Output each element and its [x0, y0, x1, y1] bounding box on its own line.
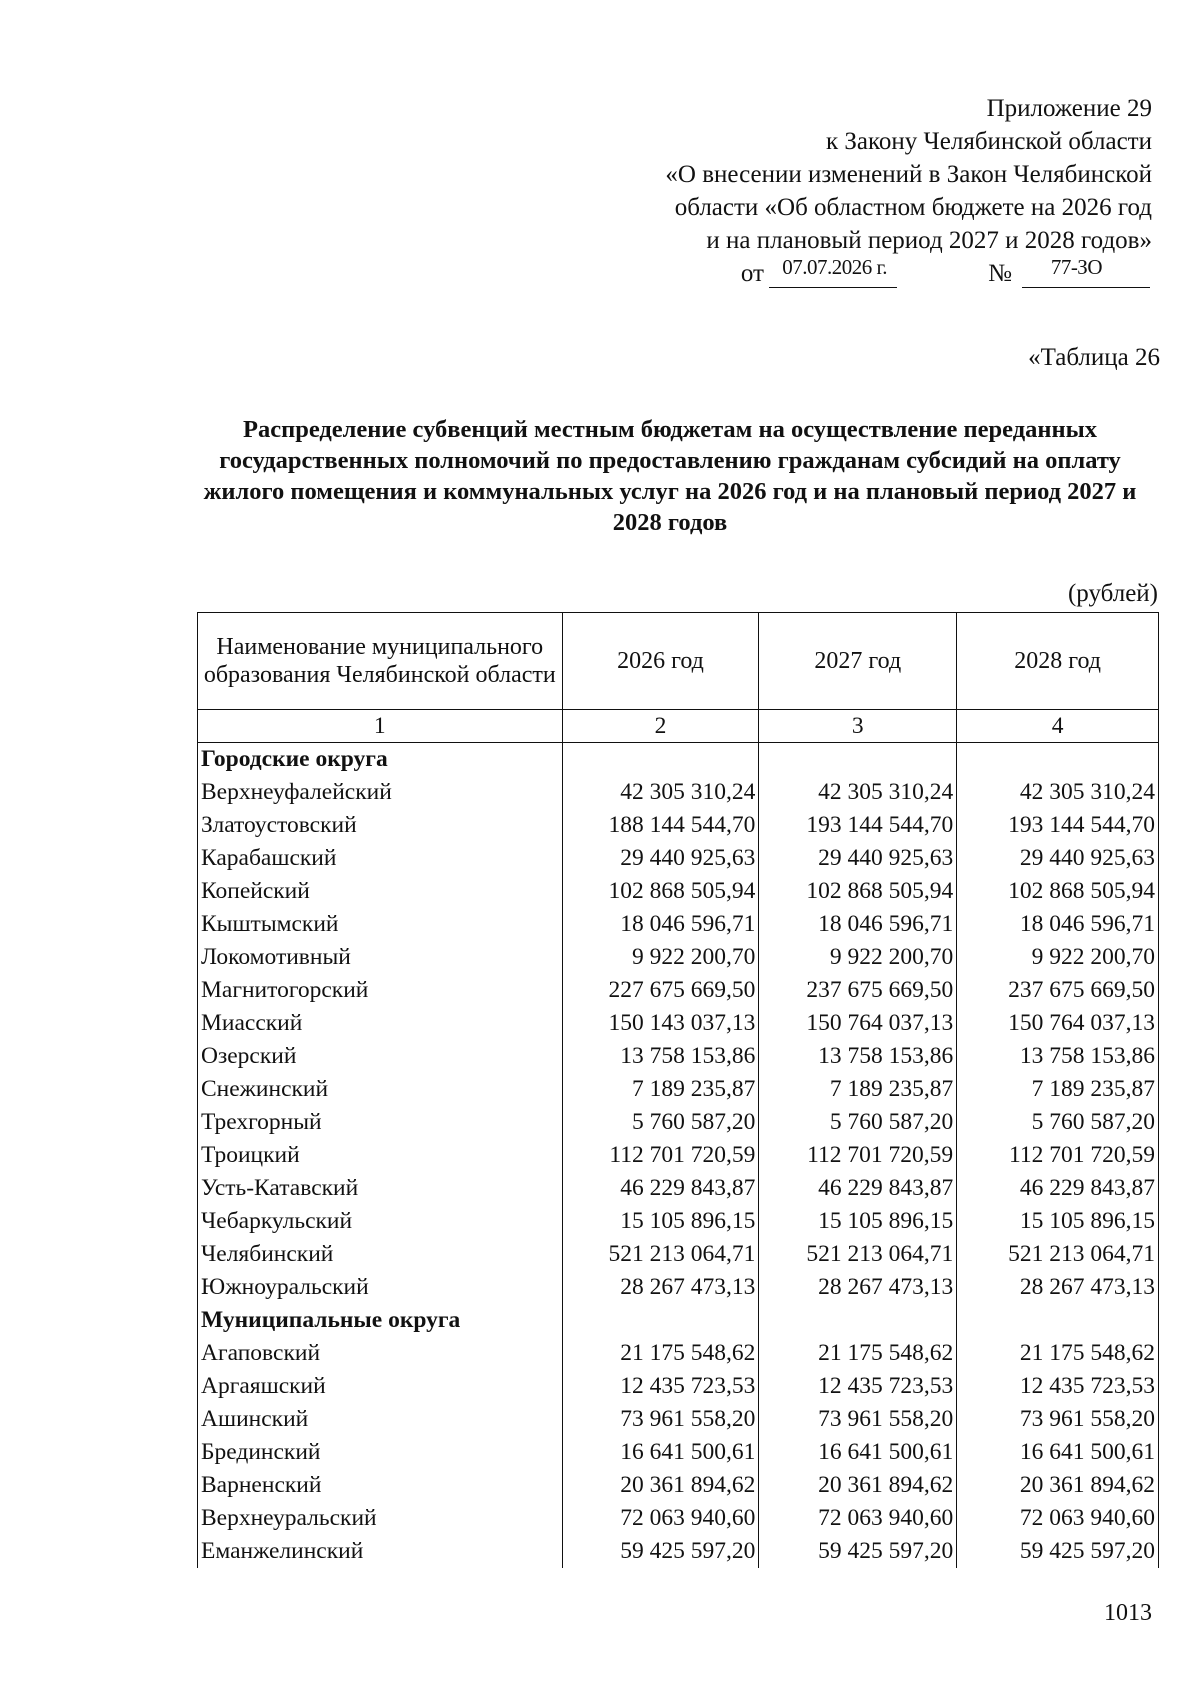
table-row — [198, 1469, 1159, 1502]
amount-2027: 193 144 544,70 — [759, 809, 957, 842]
amount-2026: 16 641 500,61 — [562, 1436, 759, 1469]
date-number-line — [592, 257, 1152, 297]
amount-2026: 13 758 153,86 — [562, 1040, 759, 1073]
header-2026: 2026 год — [562, 613, 759, 710]
section-row — [198, 743, 1159, 777]
col-number: 3 — [759, 710, 957, 743]
amount-2026: 521 213 064,71 — [562, 1238, 759, 1271]
table-row — [198, 1172, 1159, 1205]
amount-2028: 150 764 037,13 — [957, 1007, 1159, 1040]
amount-2026: 72 063 940,60 — [562, 1502, 759, 1535]
table-row — [198, 1040, 1159, 1073]
amount-2027: 521 213 064,71 — [759, 1238, 957, 1271]
table-row — [198, 1106, 1159, 1139]
amount-2026: 29 440 925,63 — [562, 842, 759, 875]
section-row — [198, 1304, 1159, 1337]
col-number: 1 — [198, 710, 563, 743]
amount-2028: 5 760 587,20 — [957, 1106, 1159, 1139]
amount-2026: 12 435 723,53 — [562, 1370, 759, 1403]
table-row — [198, 875, 1159, 908]
amount-2027: 237 675 669,50 — [759, 974, 957, 1007]
amount-2027: 9 922 200,70 — [759, 941, 957, 974]
table-row — [198, 809, 1159, 842]
municipality-name: Ашинский — [198, 1403, 563, 1436]
amount-2026: 46 229 843,87 — [562, 1172, 759, 1205]
table-row — [198, 776, 1159, 809]
amount-2026: 28 267 473,13 — [562, 1271, 759, 1304]
table-row — [198, 1073, 1159, 1106]
amount-2026: 227 675 669,50 — [562, 974, 759, 1007]
units-label: (рублей) — [1067, 580, 1158, 607]
amount-2026: 18 046 596,71 — [562, 908, 759, 941]
amount-2027: 12 435 723,53 — [759, 1370, 957, 1403]
empty-cell — [562, 743, 759, 777]
amount-2026: 188 144 544,70 — [562, 809, 759, 842]
table-row — [198, 1403, 1159, 1436]
empty-cell — [957, 743, 1159, 777]
amount-2028: 112 701 720,59 — [957, 1139, 1159, 1172]
empty-cell — [957, 1304, 1159, 1337]
page-number: 1013 — [1104, 1600, 1152, 1626]
amount-2027: 21 175 548,62 — [759, 1337, 957, 1370]
amount-2028: 21 175 548,62 — [957, 1337, 1159, 1370]
table-row — [198, 941, 1159, 974]
empty-cell — [759, 743, 957, 777]
municipality-name: Копейский — [198, 875, 563, 908]
amount-2028: 13 758 153,86 — [957, 1040, 1159, 1073]
amount-2027: 16 641 500,61 — [759, 1436, 957, 1469]
amount-2027: 46 229 843,87 — [759, 1172, 957, 1205]
amount-2026: 21 175 548,62 — [562, 1337, 759, 1370]
amount-2028: 9 922 200,70 — [957, 941, 1159, 974]
municipality-name: Снежинский — [198, 1073, 563, 1106]
table-row — [198, 908, 1159, 941]
table-body — [198, 743, 1159, 1569]
municipality-name: Южноуральский — [198, 1271, 563, 1304]
table-row — [198, 1535, 1159, 1568]
subvention-table — [197, 612, 1159, 1568]
amount-2027: 42 305 310,24 — [759, 776, 957, 809]
amount-2026: 150 143 037,13 — [562, 1007, 759, 1040]
table-row — [198, 1337, 1159, 1370]
table-row — [198, 1007, 1159, 1040]
amount-2027: 7 189 235,87 — [759, 1073, 957, 1106]
municipality-name: Еманжелинский — [198, 1535, 563, 1568]
municipality-name: Аргаяшский — [198, 1370, 563, 1403]
municipality-name: Верхнеуральский — [198, 1502, 563, 1535]
amount-2028: 16 641 500,61 — [957, 1436, 1159, 1469]
col-number: 4 — [957, 710, 1159, 743]
amount-2026: 7 189 235,87 — [562, 1073, 759, 1106]
column-number-row — [198, 710, 1159, 743]
amount-2028: 42 305 310,24 — [957, 776, 1159, 809]
empty-cell — [562, 1304, 759, 1337]
amount-2027: 29 440 925,63 — [759, 842, 957, 875]
amount-2028: 20 361 894,62 — [957, 1469, 1159, 1502]
table-row — [198, 1205, 1159, 1238]
municipality-name: Брединский — [198, 1436, 563, 1469]
amount-2027: 150 764 037,13 — [759, 1007, 957, 1040]
municipality-name: Трехгорный — [198, 1106, 563, 1139]
amount-2027: 59 425 597,20 — [759, 1535, 957, 1568]
annex-line: «О внесении изменений в Закон Челябинской — [665, 161, 1152, 188]
municipality-name: Карабашский — [198, 842, 563, 875]
amount-2028: 102 868 505,94 — [957, 875, 1159, 908]
amount-2028: 28 267 473,13 — [957, 1271, 1159, 1304]
table-row — [198, 1370, 1159, 1403]
amount-2026: 20 361 894,62 — [562, 1469, 759, 1502]
empty-cell — [759, 1304, 957, 1337]
amount-2027: 72 063 940,60 — [759, 1502, 957, 1535]
municipality-name: Челябинский — [198, 1238, 563, 1271]
amount-2027: 112 701 720,59 — [759, 1139, 957, 1172]
section-title: Городские округа — [198, 743, 563, 777]
amount-2028: 18 046 596,71 — [957, 908, 1159, 941]
annex-line: области «Об областном бюджете на 2026 год — [674, 194, 1152, 221]
table-row — [198, 1502, 1159, 1535]
amount-2028: 46 229 843,87 — [957, 1172, 1159, 1205]
table-header-row — [198, 613, 1159, 710]
annex-line: Приложение 29 — [986, 95, 1152, 122]
annex-header — [592, 92, 1152, 297]
municipality-name: Усть-Катавский — [198, 1172, 563, 1205]
table-row — [198, 1238, 1159, 1271]
municipality-name: Миасский — [198, 1007, 563, 1040]
amount-2027: 73 961 558,20 — [759, 1403, 957, 1436]
amount-2028: 7 189 235,87 — [957, 1073, 1159, 1106]
amount-2026: 102 868 505,94 — [562, 875, 759, 908]
municipality-name: Кыштымский — [198, 908, 563, 941]
municipality-name: Локомотивный — [198, 941, 563, 974]
annex-line: и на плановый период 2027 и 2028 годов» — [706, 227, 1152, 254]
amount-2027: 15 105 896,15 — [759, 1205, 957, 1238]
municipality-name: Верхнеуфалейский — [198, 776, 563, 809]
document-title: Распределение субвенций местным бюджетам на осуществление переданных государственных полномочий по предоставлению гражданам субсидий на оплату жилого помещения и коммунальных услуг на 2026 год и на плановый период 2027 и 2028 годов — [203, 416, 1137, 536]
amount-2028: 73 961 558,20 — [957, 1403, 1159, 1436]
from-label: от — [740, 260, 764, 287]
amount-2026: 15 105 896,15 — [562, 1205, 759, 1238]
municipality-name: Троицкий — [198, 1139, 563, 1172]
number-label: № — [988, 260, 1012, 287]
law-date: 07.07.2026 г. — [782, 255, 887, 279]
col-number: 2 — [562, 710, 759, 743]
header-municipality: Наименование муниципального образования Челябинской области — [198, 613, 563, 710]
table-row — [198, 1436, 1159, 1469]
amount-2026: 59 425 597,20 — [562, 1535, 759, 1568]
amount-2026: 73 961 558,20 — [562, 1403, 759, 1436]
table-row — [198, 1271, 1159, 1304]
municipality-name: Агаповский — [198, 1337, 563, 1370]
amount-2027: 102 868 505,94 — [759, 875, 957, 908]
section-title: Муниципальные округа — [198, 1304, 563, 1337]
amount-2028: 29 440 925,63 — [957, 842, 1159, 875]
amount-2028: 15 105 896,15 — [957, 1205, 1159, 1238]
amount-2026: 5 760 587,20 — [562, 1106, 759, 1139]
amount-2028: 193 144 544,70 — [957, 809, 1159, 842]
law-number: 77-ЗО — [1050, 255, 1102, 279]
amount-2026: 112 701 720,59 — [562, 1139, 759, 1172]
table-row — [198, 842, 1159, 875]
amount-2028: 72 063 940,60 — [957, 1502, 1159, 1535]
amount-2027: 20 361 894,62 — [759, 1469, 957, 1502]
amount-2028: 237 675 669,50 — [957, 974, 1159, 1007]
amount-2027: 13 758 153,86 — [759, 1040, 957, 1073]
municipality-name: Златоустовский — [198, 809, 563, 842]
municipality-name: Варненский — [198, 1469, 563, 1502]
amount-2028: 521 213 064,71 — [957, 1238, 1159, 1271]
amount-2026: 42 305 310,24 — [562, 776, 759, 809]
table-row — [198, 1139, 1159, 1172]
amount-2028: 12 435 723,53 — [957, 1370, 1159, 1403]
header-2028: 2028 год — [957, 613, 1159, 710]
amount-2027: 28 267 473,13 — [759, 1271, 957, 1304]
amount-2027: 5 760 587,20 — [759, 1106, 957, 1139]
municipality-name: Чебаркульский — [198, 1205, 563, 1238]
municipality-name: Магнитогорский — [198, 974, 563, 1007]
amount-2026: 9 922 200,70 — [562, 941, 759, 974]
table-reference: «Таблица 26 — [1028, 344, 1160, 371]
table-row — [198, 974, 1159, 1007]
header-2027: 2027 год — [759, 613, 957, 710]
annex-line: к Закону Челябинской области — [826, 128, 1152, 155]
municipality-name: Озерский — [198, 1040, 563, 1073]
amount-2028: 59 425 597,20 — [957, 1535, 1159, 1568]
amount-2027: 18 046 596,71 — [759, 908, 957, 941]
